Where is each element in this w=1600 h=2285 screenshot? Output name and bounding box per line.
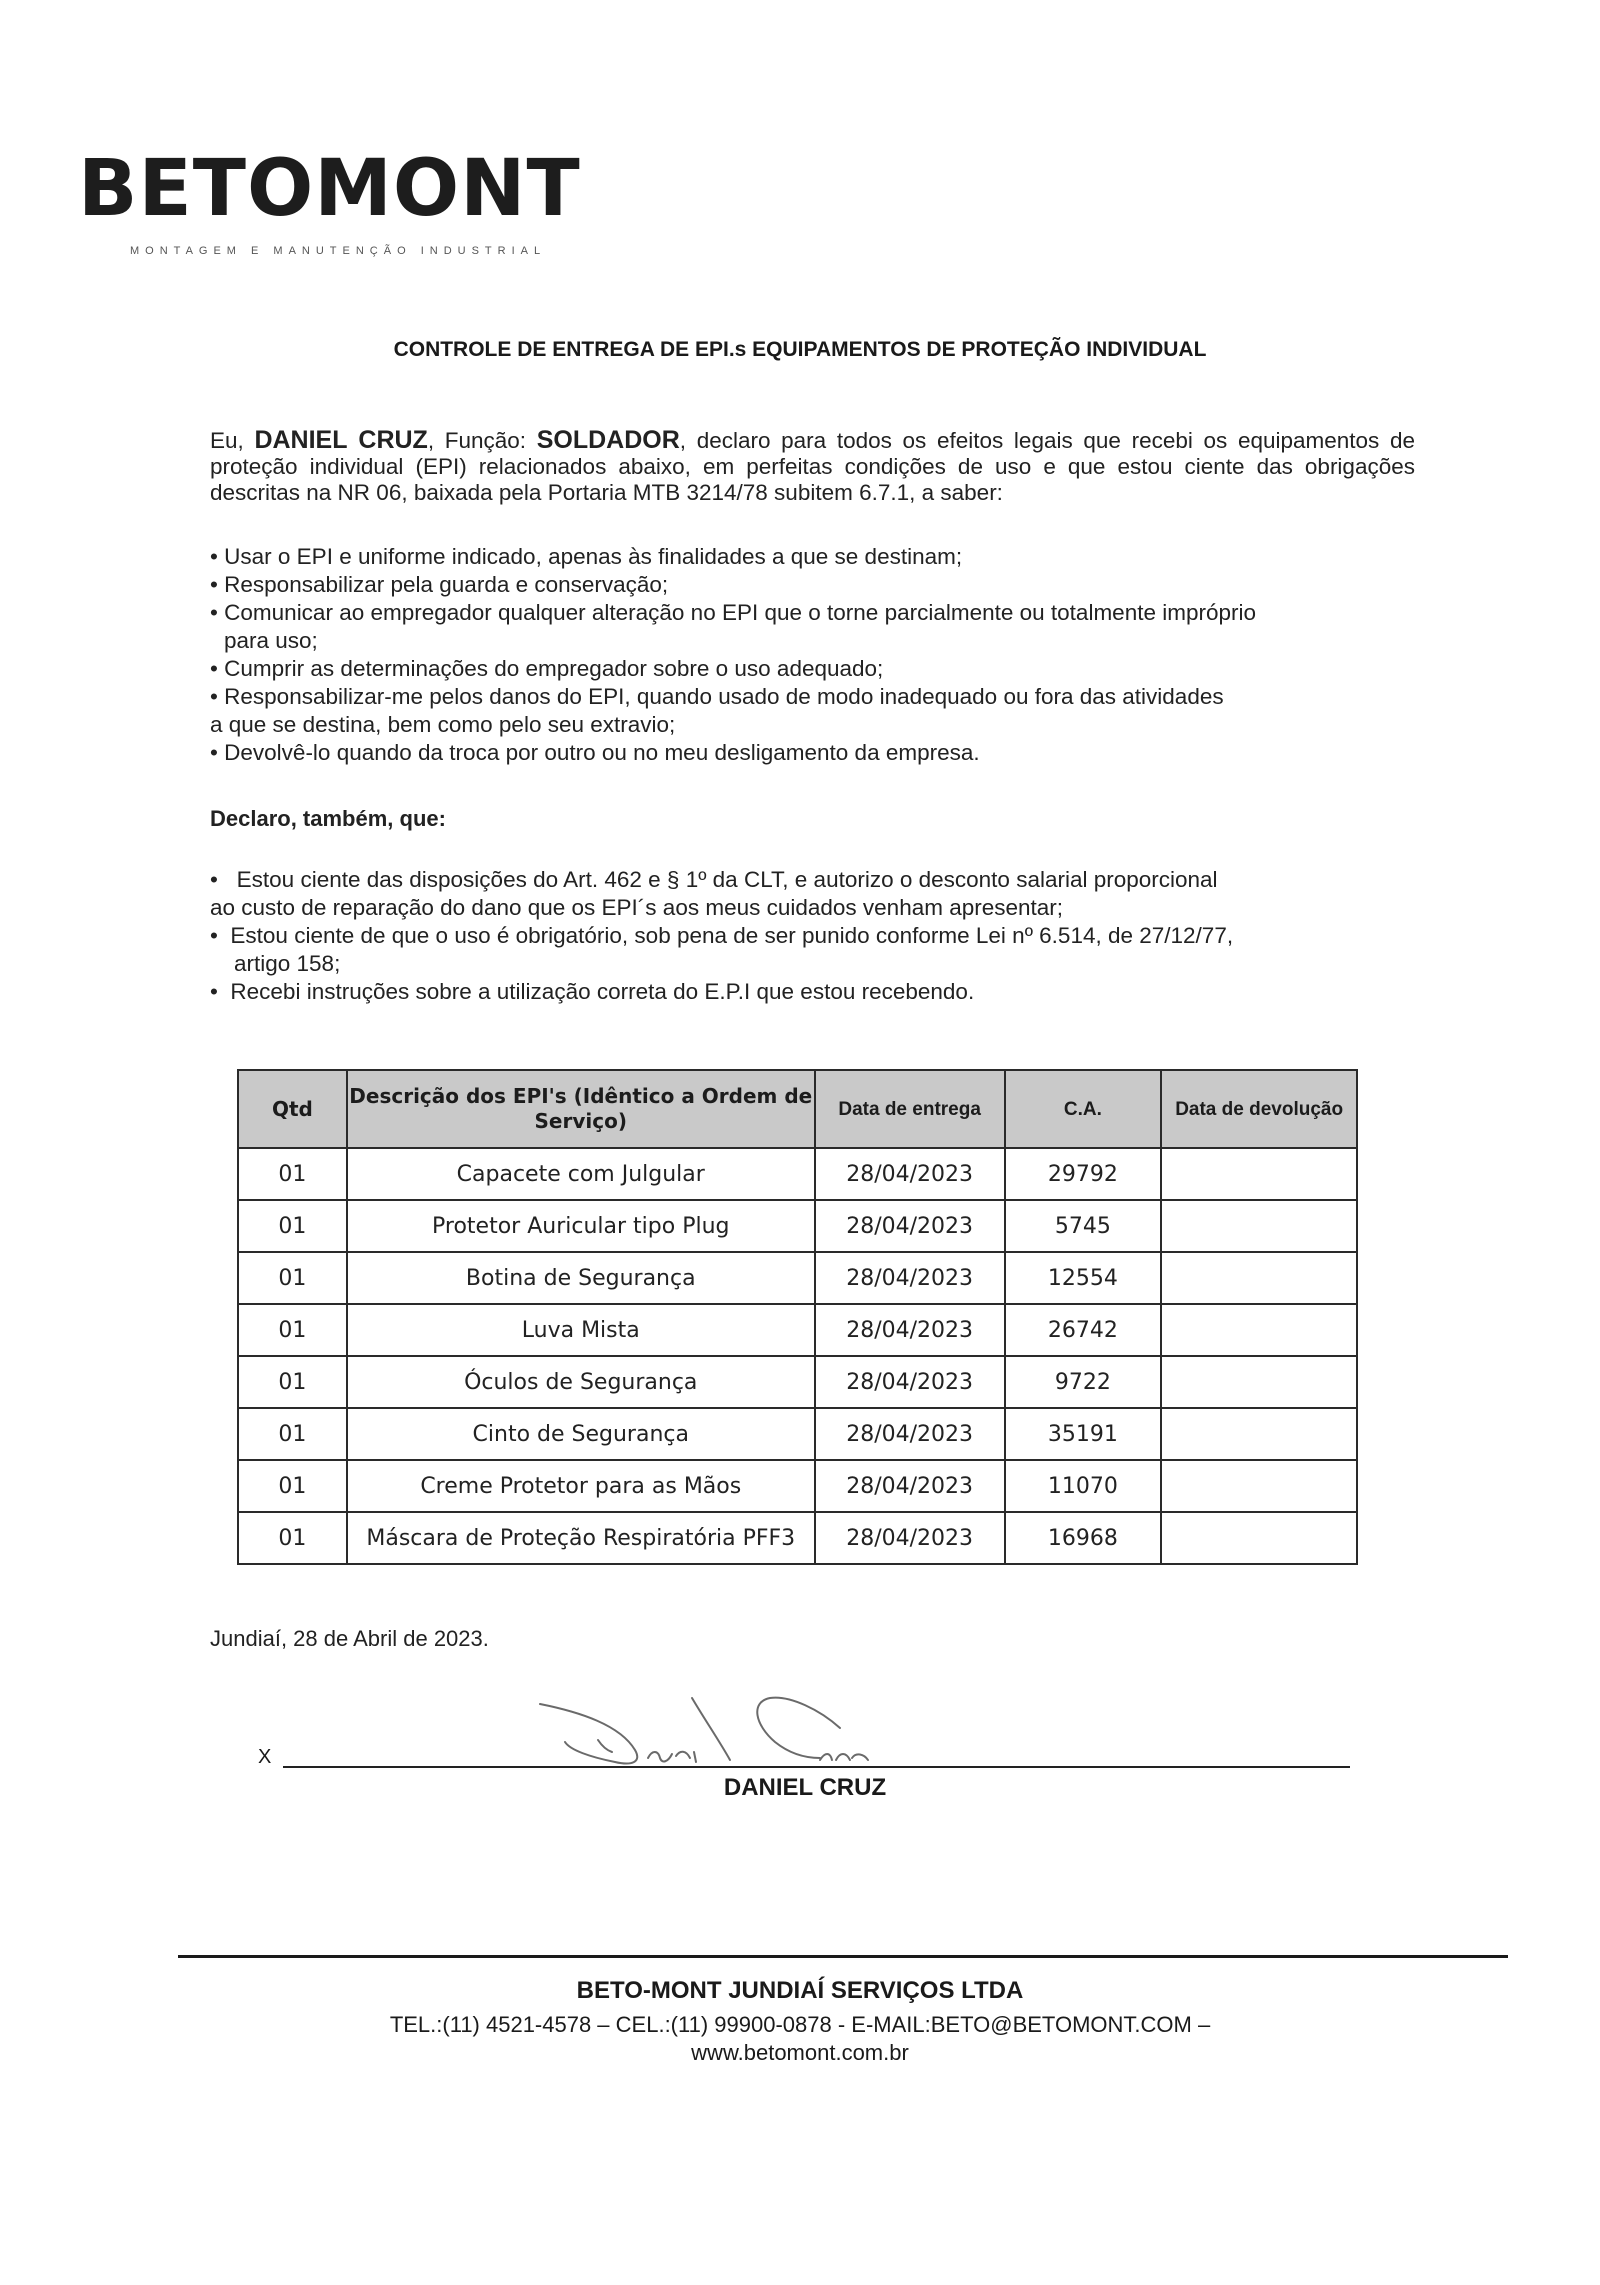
cell-ca: 26742 [1005,1304,1162,1356]
cell-data-devolucao[interactable] [1161,1252,1357,1304]
table-row [238,1356,1357,1408]
employee-name: DANIEL CRUZ [254,426,428,454]
obligation-item: • Usar o EPI e uniforme indicado, apenas às finalidades a que se destinam; [210,544,963,569]
place-date: Jundiaí, 28 de Abril de 2023. [210,1626,489,1651]
cell-qtd: 01 [238,1252,347,1304]
cell-ca: 12554 [1005,1252,1162,1304]
document-title: CONTROLE DE ENTREGA DE EPI.s EQUIPAMENTOS DE PROTEÇÃO INDIVIDUAL [393,338,1207,361]
bullet-icon: • [210,600,218,625]
cell-data-entrega: 28/04/2023 [815,1252,1005,1304]
cell-descricao: Máscara de Proteção Respiratória PFF3 [347,1512,815,1564]
cell-descricao: Cinto de Segurança [347,1408,815,1460]
header-data-devolucao: Data de devolução [1161,1070,1357,1148]
role-label: , Função: [427,428,537,453]
footer-company-name: BETO-MONT JUNDIAÍ SERVIÇOS LTDA [576,1977,1024,2004]
employee-role: SOLDADOR [536,426,680,454]
cell-descricao: Luva Mista [347,1304,815,1356]
obligation-item-continuation: a que se destina, bem como pelo seu extravio; [210,712,676,737]
bullet-icon: • [210,867,218,892]
cell-ca: 35191 [1005,1408,1162,1460]
cell-descricao: Botina de Segurança [347,1252,815,1304]
cell-data-devolucao[interactable] [1161,1148,1357,1200]
bullet-icon: • [210,740,218,765]
obligation-item: • Comunicar ao empregador qualquer alteração no EPI que o torne parcialmente ou totalmente impróprio [210,600,1257,625]
company-tagline: MONTAGEM E MANUTENÇÃO INDUSTRIAL [130,245,547,257]
cell-ca: 11070 [1005,1460,1162,1512]
cell-descricao: Protetor Auricular tipo Plug [347,1200,815,1252]
bullet-icon: • [210,979,218,1004]
table-row [238,1512,1357,1564]
header-ca: C.A. [1005,1070,1162,1148]
cell-ca: 29792 [1005,1148,1162,1200]
declarations-heading: Declaro, também, que: [210,806,446,831]
header-data-entrega: Data de entrega [815,1070,1005,1148]
table-row [238,1460,1357,1512]
cell-descricao: Óculos de Segurança [347,1356,815,1408]
obligation-item: • Cumprir as determinações do empregador sobre o uso adequado; [210,656,884,681]
cell-data-entrega: 28/04/2023 [815,1148,1005,1200]
cell-data-devolucao[interactable] [1161,1356,1357,1408]
intro-prefix: Eu, [210,428,255,453]
cell-qtd: 01 [238,1356,347,1408]
signature-marker: X [258,1746,272,1768]
cell-data-devolucao[interactable] [1161,1460,1357,1512]
table-header-row [238,1070,1357,1148]
company-logo: BETOMONT [78,144,581,234]
intro-text: , declaro para todos os efeitos legais que recebi os equipamentos de proteção individual (EPI) relacionados abaixo, em perfeitas condições de uso e que estou ciente das obrigações descritas na NR 06, baixada pela Portaria MTB 3214/78 subitem 6.7.1, a saber: [210,428,1415,505]
bullet-icon: • [210,572,218,597]
obligation-item: • Responsabilizar-me pelos danos do EPI, quando usado de modo inadequado ou fora das atividades [210,684,1224,709]
header-descricao: Descrição dos EPI's (Idêntico a Ordem de Serviço) [347,1070,815,1148]
declaration-item: • Estou ciente de que o uso é obrigatório, sob pena de ser punido conforme Lei nº 6.514, de 27/12/77, [210,923,1234,948]
footer-website-link[interactable]: www.betomont.com.br [691,2040,909,2065]
cell-data-devolucao[interactable] [1161,1512,1357,1564]
footer-divider [178,1955,1508,1958]
cell-ca: 16968 [1005,1512,1162,1564]
handwritten-signature [520,1680,920,1775]
cell-data-devolucao[interactable] [1161,1304,1357,1356]
signatory-name: DANIEL CRUZ [723,1774,887,1801]
obligations-list [210,543,1415,767]
cell-qtd: 01 [238,1148,347,1200]
cell-qtd: 01 [238,1512,347,1564]
table-row [238,1408,1357,1460]
signature-line [283,1766,1350,1768]
cell-descricao: Creme Protetor para as Mãos [347,1460,815,1512]
declaration-item: • Estou ciente das disposições do Art. 462 e § 1º da CLT, e autorizo o desconto salarial proporcional [210,867,1218,892]
intro-paragraph [210,427,1415,506]
table-row [238,1304,1357,1356]
header-qtd: Qtd [238,1070,347,1148]
bullet-icon: • [210,684,218,709]
cell-data-devolucao[interactable] [1161,1200,1357,1252]
cell-qtd: 01 [238,1304,347,1356]
declarations-list [210,866,1415,1006]
cell-data-entrega: 28/04/2023 [815,1200,1005,1252]
cell-data-entrega: 28/04/2023 [815,1304,1005,1356]
declaration-item: • Recebi instruções sobre a utilização correta do E.P.I que estou recebendo. [210,979,975,1004]
bullet-icon: • [210,544,218,569]
declaration-item-continuation: artigo 158; [234,951,341,976]
obligation-item-continuation: para uso; [224,628,318,653]
table-row [238,1252,1357,1304]
cell-ca: 9722 [1005,1356,1162,1408]
bullet-icon: • [210,656,218,681]
cell-qtd: 01 [238,1408,347,1460]
cell-data-entrega: 28/04/2023 [815,1512,1005,1564]
cell-qtd: 01 [238,1200,347,1252]
cell-data-entrega: 28/04/2023 [815,1460,1005,1512]
footer-contact-info: TEL.:(11) 4521-4578 – CEL.:(11) 99900-0878 - E-MAIL:BETO@BETOMONT.COM – [389,2012,1211,2037]
obligation-item: • Devolvê-lo quando da troca por outro ou no meu desligamento da empresa. [210,740,980,765]
table-row [238,1148,1357,1200]
cell-descricao: Capacete com Julgular [347,1148,815,1200]
obligation-item: • Responsabilizar pela guarda e conservação; [210,572,669,597]
epi-table [237,1069,1358,1565]
cell-data-devolucao[interactable] [1161,1408,1357,1460]
cell-ca: 5745 [1005,1200,1162,1252]
bullet-icon: • [210,923,218,948]
table-row [238,1200,1357,1252]
cell-qtd: 01 [238,1460,347,1512]
declaration-item-continuation: ao custo de reparação do dano que os EPI´s aos meus cuidados venham apresentar; [210,895,1064,920]
cell-data-entrega: 28/04/2023 [815,1356,1005,1408]
cell-data-entrega: 28/04/2023 [815,1408,1005,1460]
